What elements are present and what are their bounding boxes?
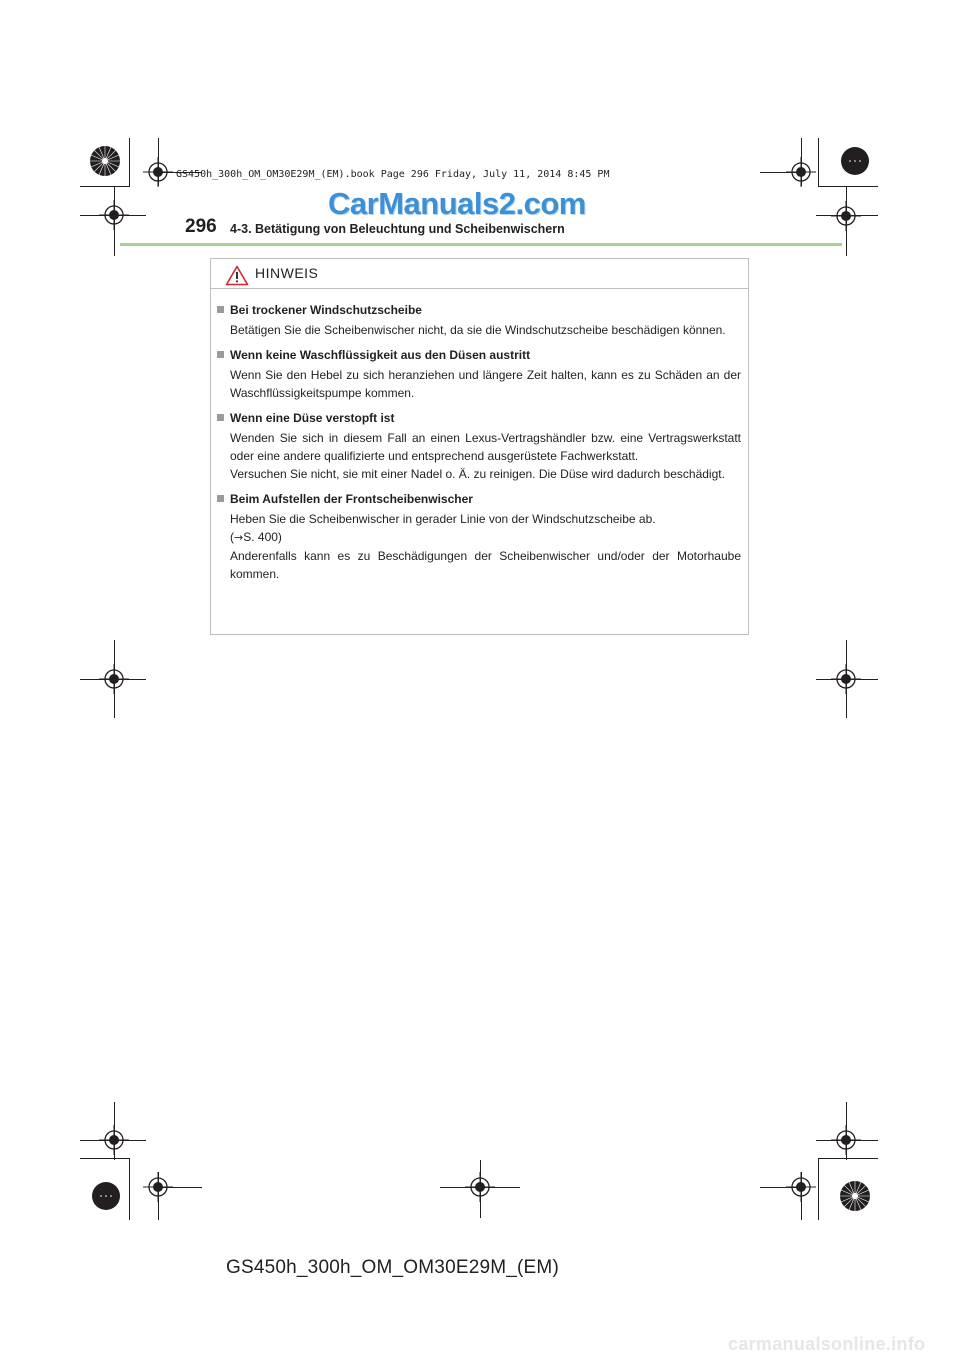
solid-dot-mark-icon [90, 1180, 122, 1212]
warning-triangle-icon [225, 265, 249, 286]
notice-item-heading: Beim Aufstellen der Frontscheibenwischer [217, 490, 741, 508]
notice-header [211, 259, 748, 289]
square-bullet-icon [217, 495, 224, 502]
registration-dial-icon [89, 145, 121, 177]
notice-item [217, 490, 741, 583]
footer-document-code: GS450h_300h_OM_OM30E29M_(EM) [226, 1257, 559, 1278]
notice-item-text: Betätigen Sie die Scheibenwischer nicht, da sie die Windschutzscheibe beschädigen können. [230, 323, 726, 337]
notice-box [210, 258, 749, 635]
square-bullet-icon [217, 306, 224, 313]
square-bullet-icon [217, 414, 224, 421]
footer-watermark[interactable]: carmanualsonline.info [728, 1334, 926, 1354]
notice-item-text: Wenn Sie den Hebel zu sich heranziehen und längere Zeit halten, kann es zu Schäden an der Waschflüssigkeitspumpe kommen. [230, 368, 741, 400]
notice-item [217, 409, 741, 483]
watermark-logo[interactable]: CarManuals2.com [328, 186, 586, 221]
section-title: 4-3. Betätigung von Beleuchtung und Scheibenwischern [230, 222, 565, 236]
registration-dial-icon [839, 1180, 871, 1212]
notice-item [217, 346, 741, 402]
notice-item-heading: Wenn keine Waschflüssigkeit aus den Düsen austritt [217, 346, 741, 364]
solid-dot-mark-icon [839, 145, 871, 177]
arrow-right-icon: → [234, 531, 244, 544]
notice-body [217, 301, 741, 590]
book-info-line: GS450h_300h_OM_OM30E29M_(EM).book Page 296 Friday, July 11, 2014 8:45 PM [176, 169, 610, 180]
notice-item-text: Wenden Sie sich in diesem Fall an einen Lexus-Vertragshändler bzw. eine Vertragswerkstatt oder eine andere qualifizierte und entsprechend ausgerüstete Fachwerkstatt. Versuchen Sie nicht, sie mit einer Nadel o. Ä. zu reinigen. Die Düse wird dadurch beschädigt. [230, 431, 741, 481]
notice-item-heading: Wenn eine Düse verstopft ist [217, 409, 741, 427]
page-reference-text: S. 400 [243, 530, 278, 544]
page-number: 296 [185, 216, 217, 237]
page-reference[interactable]: (→S. 400) [230, 530, 282, 544]
notice-item-heading: Bei trockener Windschutzscheibe [217, 301, 741, 319]
square-bullet-icon [217, 351, 224, 358]
notice-title: HINWEIS [255, 265, 319, 281]
notice-item [217, 301, 741, 339]
notice-item-text: Heben Sie die Scheibenwischer in gerader Linie von der Windschutzscheibe ab. (→S. 400) Anderenfalls kann es zu Beschädigungen der Scheibenwischer und/oder der Motorhaube kommen. [230, 512, 741, 581]
header-rule [120, 243, 842, 246]
